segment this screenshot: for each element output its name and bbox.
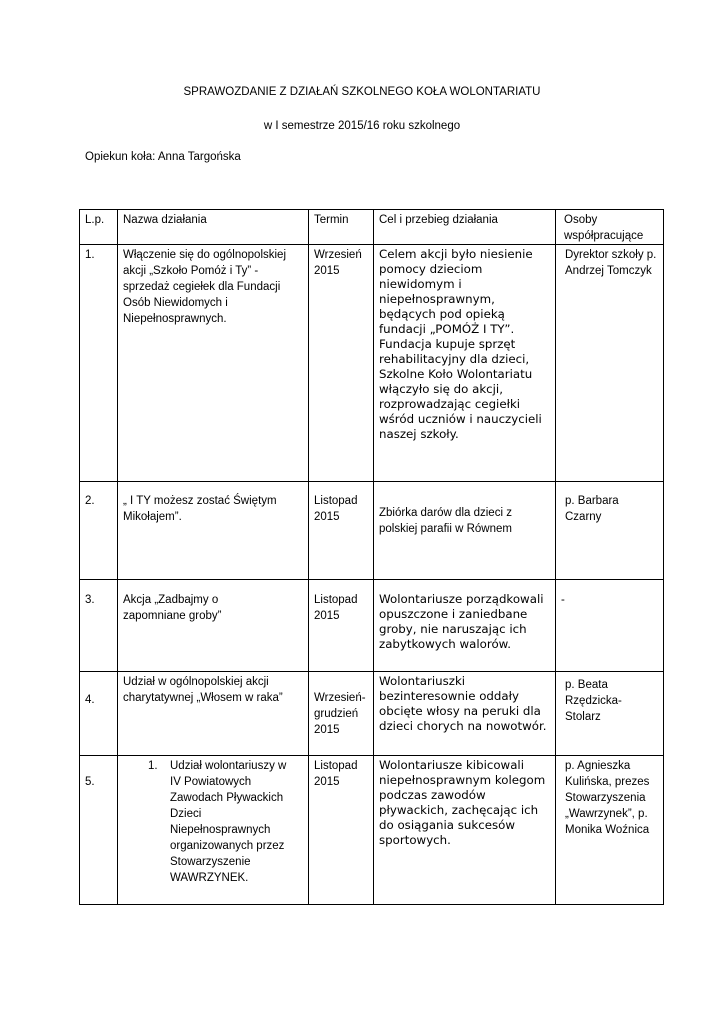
- activities-table: [79, 209, 664, 905]
- supervisor-line: Opiekun koła: Anna Targońska: [85, 151, 241, 163]
- row-goal: Wolontariusze porządkowali opuszczone i zaniedbane groby, nie naruszając ich zabytkowych walorów.: [374, 580, 556, 672]
- row-partners: p. Agnieszka Kulińska, prezes Stowarzyszenia „Wawrzynek”, p. Monika Woźnica: [556, 756, 664, 905]
- row-name: „ I TY możesz zostać Świętym Mikołajem”.: [118, 482, 309, 580]
- table-row: [80, 482, 664, 580]
- report-title: SPRAWOZDANIE Z DZIAŁAŃ SZKOLNEGO KOŁA WOLONTARIATU: [183, 86, 541, 98]
- row-goal: Wolontariusze kibicowali niepełnosprawnym kolegom podczas zawodów pływackich, zachęcając ich do osiągania sukcesów sportowych.: [374, 756, 556, 905]
- row-term: Wrzesień-grudzień 2015: [309, 672, 374, 756]
- row-goal: Zbiórka darów dla dzieci z polskiej parafii w Równem: [374, 482, 556, 580]
- row-lp: 2.: [80, 482, 118, 580]
- header-name: Nazwa działania: [118, 210, 309, 245]
- row-term: Listopad 2015: [309, 482, 374, 580]
- row-lp: 5.: [80, 756, 118, 905]
- row-name: Akcja „Zadbajmy o zapomniane groby”: [118, 580, 309, 672]
- row-term: Listopad 2015: [309, 756, 374, 905]
- row-term: Listopad 2015: [309, 580, 374, 672]
- row-lp: 3.: [80, 580, 118, 672]
- row-goal: Celem akcji było niesienie pomocy dzieciom niewidomym i niepełnosprawnym, będących pod opieką fundacji „POMÓŻ I TY”. Fundacja kupuje sprzęt rehabilitacyjny dla dzieci, Szkolne Koło Wolontariatu włączyło się do akcji, rozprowadzając cegiełki wśród uczniów i nauczycieli naszej szkoły.: [374, 245, 556, 482]
- row-lp: 4.: [80, 672, 118, 756]
- row-goal: Wolontariuszki bezinteresownie oddały obcięte włosy na peruki dla dzieci chorych na nowotwór.: [374, 672, 556, 756]
- table-row: [80, 672, 664, 756]
- row-term: Wrzesień 2015: [309, 245, 374, 482]
- header-goal: Cel i przebieg działania: [374, 210, 556, 245]
- row-name: Włączenie się do ogólnopolskiej akcji „Szkoło Pomóż i Ty” - sprzedaż cegiełek dla Fundacji Osób Niewidomych i Niepełnosprawnych.: [118, 245, 309, 482]
- table-header-row: [80, 210, 664, 245]
- row-partners: Dyrektor szkoły p. Andrzej Tomczyk: [556, 245, 664, 482]
- row-partners: -: [556, 580, 664, 672]
- header-lp: L.p.: [80, 210, 118, 245]
- row-partners: p. Beata Rzędzicka-Stolarz: [556, 672, 664, 756]
- row-name: Udział wolontariuszy w IV Powiatowych Zawodach Pływackich Dzieci Niepełnosprawnych organizowanych przez Stowarzyszenie WAWRZYNEK.: [170, 760, 287, 884]
- table-row: [80, 580, 664, 672]
- row-name-number: 1.: [148, 760, 158, 772]
- row-name: Udział w ogólnopolskiej akcji charytatywnej „Włosem w raka”: [118, 672, 309, 756]
- row-partners: p. Barbara Czarny: [556, 482, 664, 580]
- row-name-cell: [118, 756, 309, 905]
- table-row: [80, 756, 664, 905]
- report-subtitle: w I semestrze 2015/16 roku szkolnego: [263, 120, 461, 132]
- table-row: [80, 245, 664, 482]
- header-partners: Osoby współpracujące: [556, 210, 664, 245]
- header-term: Termin: [309, 210, 374, 245]
- row-lp: 1.: [80, 245, 118, 482]
